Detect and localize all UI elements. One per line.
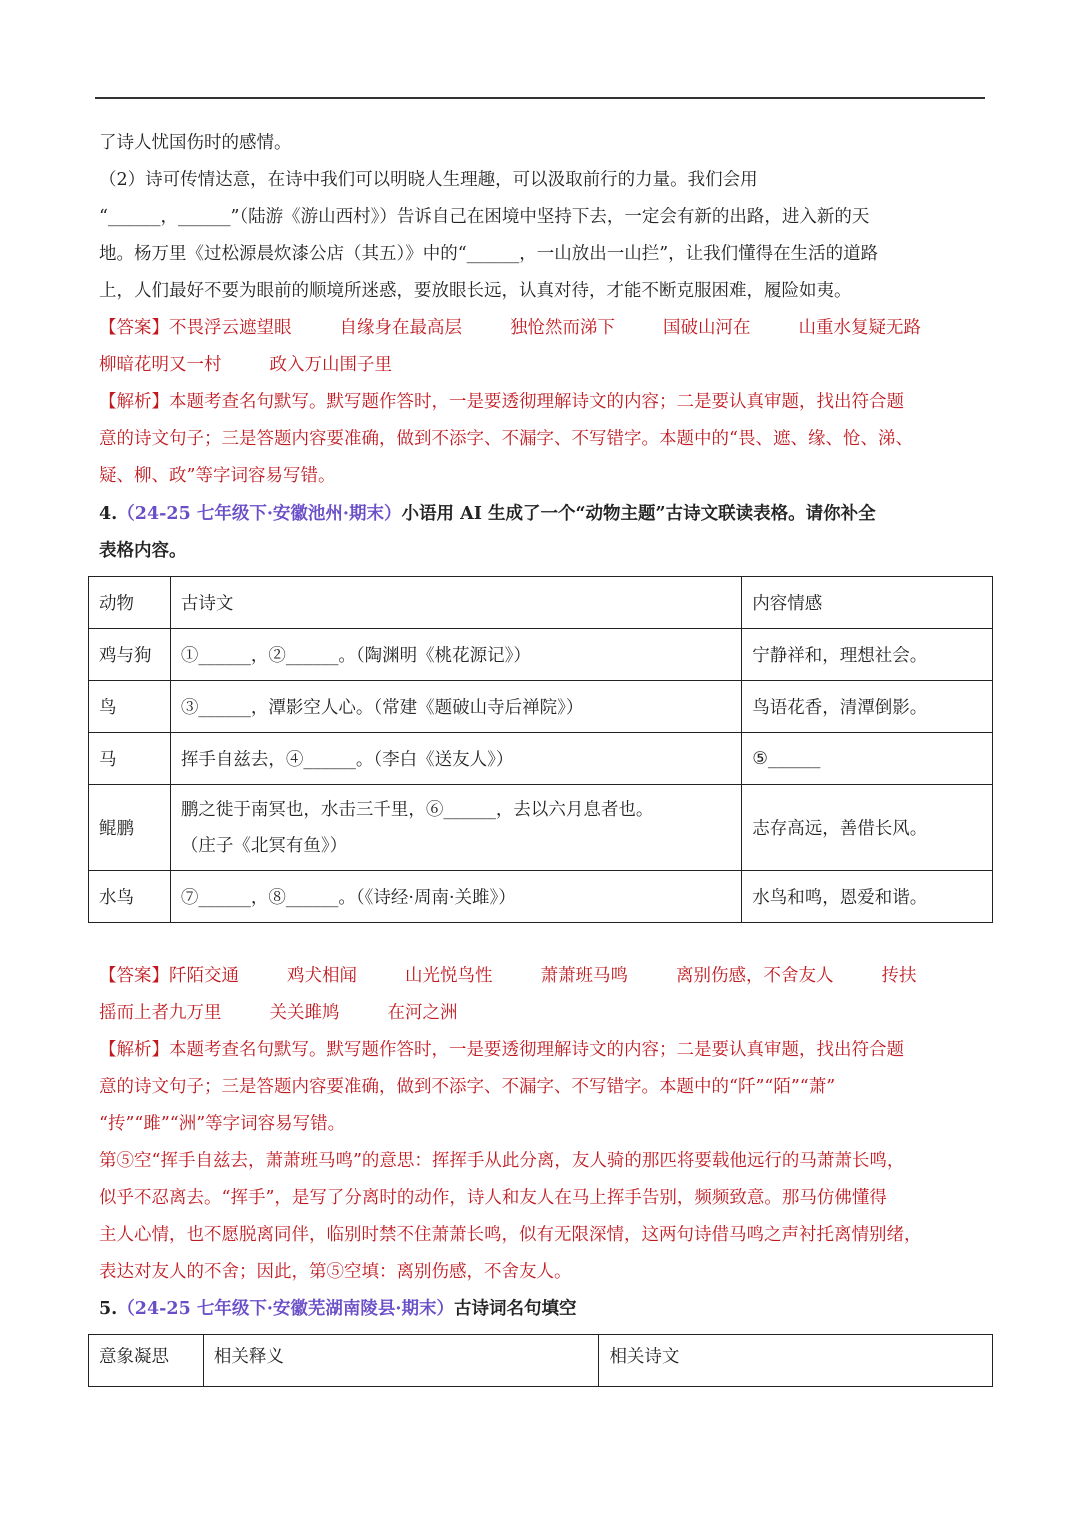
- emotion-cell: 志存高远，善借长风。: [742, 785, 993, 871]
- q4-analysis-line: 意的诗文句子；三是答题内容要准确，做到不添字、不漏字、不写错字。本题中的“阡”“陌”“萧”: [99, 1077, 836, 1097]
- q4-analysis-line: 【解析】本题考查名句默写。默写题作答时，一是要透彻理解诗文的内容；二是要认真审题，找出符合题: [99, 1040, 904, 1060]
- answer-item: 政入万山围子里: [269, 355, 392, 375]
- q4-analysis-line: 第⑤空“挥手自兹去，萧萧班马鸣”的意思：挥挥手从此分离，友人骑的那匹将要载他远行的马萧萧长鸣，: [99, 1151, 905, 1171]
- intro-line: 了诗人忧国伤时的感情。: [99, 133, 292, 153]
- animal-poem-table: [88, 576, 993, 923]
- table-row: [89, 629, 993, 681]
- answer-item: 柳暗花明又一村: [99, 355, 222, 375]
- emotion-cell: 鸟语花香，清潭倒影。: [742, 681, 993, 733]
- intro-line: （2）诗可传情达意，在诗中我们可以明晓人生理趣，可以汲取前行的力量。我们会用: [99, 170, 758, 190]
- answer-item: 关关雎鸠: [269, 1003, 340, 1023]
- header-cell: 内容情感: [742, 577, 993, 629]
- answer-item: 离别伤感，不舍友人: [676, 966, 834, 986]
- question-source: （24-25 七年级下·安徽池州·期末）: [117, 504, 402, 524]
- header-cell: 意象凝思: [89, 1335, 204, 1387]
- animal-cell: 鲲鹏: [89, 785, 171, 871]
- q4-analysis-line: 表达对友人的不舍；因此，第⑤空填：离别伤感，不舍友人。: [99, 1262, 572, 1282]
- q4-heading: [99, 502, 876, 526]
- q4-answer-line2: [99, 1001, 458, 1025]
- q3-analysis-line: 疑、柳、政”等字词容易写错。: [99, 466, 336, 486]
- emotion-cell: 宁静祥和，理想社会。: [742, 629, 993, 681]
- poem-cell: 鹏之徙于南冥也，水击三千里，⑥______，去以六月息者也。 （庄子《北冥有鱼》）: [170, 785, 741, 871]
- answer-item: 国破山河在: [663, 318, 751, 338]
- animal-cell: 水鸟: [89, 871, 171, 923]
- poem-cell: ⑦______，⑧______。（《诗经·周南·关雎》）: [170, 871, 741, 923]
- table-header-row: [89, 577, 993, 629]
- q4-heading-cont: 表格内容。: [99, 541, 187, 561]
- table-row: [89, 871, 993, 923]
- animal-cell: 鸟: [89, 681, 171, 733]
- intro-line: “______，______”（陆游《游山西村》）告诉自己在困境中坚持下去，一定会有新的出路，进入新的天: [99, 207, 870, 227]
- answer-item: 萧萧班马鸣: [540, 966, 628, 986]
- poem-cell: ③______，潭影空人心。（常建《题破山寺后禅院》）: [170, 681, 741, 733]
- q4-answer-line1: [99, 964, 917, 988]
- answer-item: 不畏浮云遮望眼: [169, 318, 292, 338]
- imagery-poem-table: [88, 1334, 993, 1387]
- header-rule: [95, 97, 985, 99]
- question-number: 5.: [99, 1299, 118, 1319]
- answer-item: 阡陌交通: [169, 966, 239, 986]
- analysis-tag: 【解析】: [99, 392, 169, 412]
- analysis-tag: 【解析】: [99, 1040, 169, 1060]
- q3-answer-line1: [99, 316, 921, 340]
- header-cell: 相关诗文: [599, 1335, 993, 1387]
- answer-tag: 【答案】: [99, 318, 169, 338]
- animal-cell: 鸡与狗: [89, 629, 171, 681]
- answer-item: 山重水复疑无路: [798, 318, 921, 338]
- question-prompt: 小语用 AI 生成了一个“动物主题”古诗文联读表格。请你补全: [401, 504, 876, 524]
- intro-line: 地。杨万里《过松源晨炊漆公店（其五）》中的“______，一山放出一山拦”，让我们懂得在生活的道路: [99, 244, 879, 264]
- answer-item: 摇而上者九万里: [99, 1003, 222, 1023]
- poem-cell: 挥手自兹去，④______。（李白《送友人》）: [170, 733, 741, 785]
- poem-cell: ①______，②______。（陶渊明《桃花源记》）: [170, 629, 741, 681]
- animal-cell: 马: [89, 733, 171, 785]
- answer-item: 自缘身在最高层: [339, 318, 462, 338]
- emotion-cell: ⑤______: [742, 733, 993, 785]
- answer-item: 在河之洲: [387, 1003, 458, 1023]
- header-cell: 古诗文: [170, 577, 741, 629]
- table-row: [89, 681, 993, 733]
- answer-item: 抟扶: [881, 966, 917, 986]
- answer-item: 鸡犬相闻: [287, 966, 357, 986]
- table-header-row: [89, 1335, 993, 1387]
- answer-item: 独怆然而涕下: [510, 318, 615, 338]
- header-cell: 动物: [89, 577, 171, 629]
- q4-analysis-line: 似乎不忍离去。“挥手”，是写了分离时的动作，诗人和友人在马上挥手告别，频频致意。那马仿佛懂得: [99, 1188, 887, 1208]
- q3-answer-line2: [99, 353, 392, 377]
- table-row: [89, 785, 993, 871]
- question-prompt: 古诗词名句填空: [454, 1299, 577, 1319]
- q3-analysis-line: 【解析】本题考查名句默写。默写题作答时，一是要透彻理解诗文的内容；二是要认真审题，找出符合题: [99, 392, 904, 412]
- q3-analysis-line: 意的诗文句子；三是答题内容要准确，做到不添字、不漏字、不写错字。本题中的“畏、遮、缘、怆、涕、: [99, 429, 913, 449]
- table-row: [89, 733, 993, 785]
- intro-line: 上，人们最好不要为眼前的顺境所迷惑，要放眼长远，认真对待，才能不断克服困难，履险如夷。: [99, 281, 852, 301]
- q4-analysis-line: “抟”“雎”“洲”等字词容易写错。: [99, 1114, 346, 1134]
- header-cell: 相关释义: [203, 1335, 599, 1387]
- q4-analysis-line: 主人心情，也不愿脱离同伴，临别时禁不住萧萧长鸣，似有无限深情，这两句诗借马鸣之声衬托离情别绪，: [99, 1225, 922, 1245]
- question-source: （24-25 七年级下·安徽芜湖南陵县·期末）: [117, 1299, 455, 1319]
- answer-tag: 【答案】: [99, 966, 169, 986]
- emotion-cell: 水鸟和鸣，恩爱和谐。: [742, 871, 993, 923]
- answer-item: 山光悦鸟性: [405, 966, 493, 986]
- q5-heading: [99, 1297, 577, 1321]
- question-number: 4.: [99, 504, 118, 524]
